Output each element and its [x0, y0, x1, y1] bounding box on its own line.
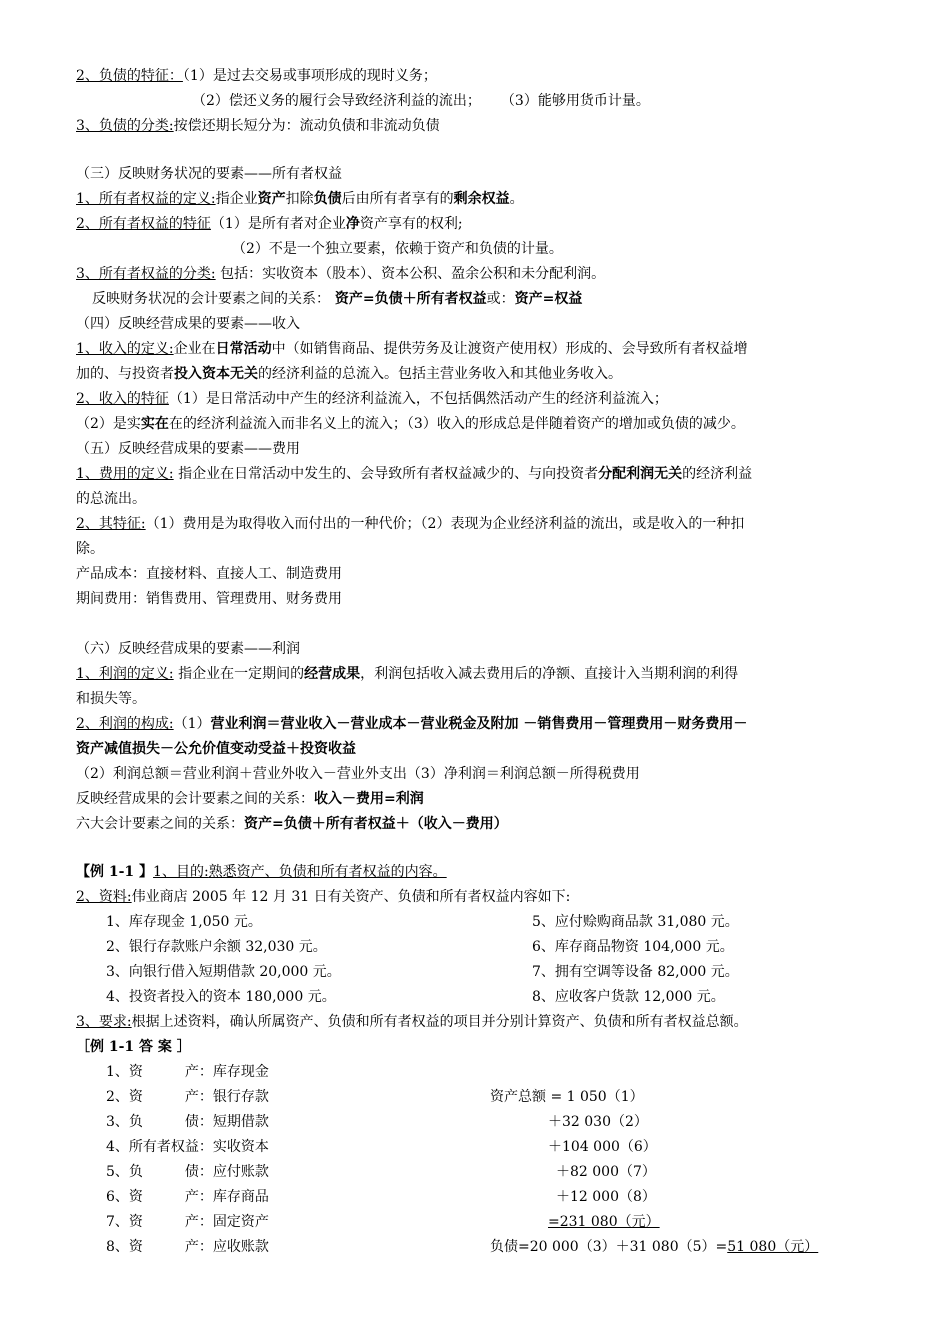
profit-relation-line [76, 789, 424, 809]
equity-relation-formula: 资产=负债＋所有者权益 [330, 291, 487, 307]
income-features-line-2 [76, 414, 745, 434]
answer-row-item: 库存现金 [212, 1064, 269, 1080]
equity-def-bold-residual: 剩余权益 [453, 191, 510, 207]
answer-row-item: 应付账款 [212, 1164, 269, 1180]
income-feat-label: 2、收入的特征 [76, 391, 169, 407]
answer-row-no: 2、 [106, 1089, 129, 1105]
example-purpose-line [76, 862, 447, 882]
equity-relation-or: 或： [486, 291, 515, 307]
answer-row [106, 1187, 269, 1207]
equity-feat-1-bold: 净 [345, 216, 360, 232]
liability-total-line [490, 1237, 818, 1257]
answer-row-category: 资 产： [128, 1239, 213, 1255]
answer-row-no: 1、 [106, 1064, 129, 1080]
profit-comp-formula: 营业利润＝营业收入－营业成本－营业税金及附加 －销售费用－管理费用－财务费用－ [210, 716, 748, 732]
expense-def-bold: 分配利润无关 [598, 466, 683, 482]
profit-comp-label: 2、利润的构成: [76, 716, 174, 732]
example-purpose-label: 1、目的: [153, 864, 209, 880]
income-feat-2-end: 在的经济利益流入而非名义上的流入；（3）收入的形成总是伴随着资产的增加或负债的减少。 [168, 416, 745, 432]
income-def-text: 企业在 [173, 341, 216, 357]
answer-row-category: 负 债： [128, 1114, 213, 1130]
six-elements-text: 六大会计要素之间的关系： [76, 816, 244, 832]
answer-row [106, 1212, 269, 1232]
equity-def-label: 1、所有者权益的定义: [76, 191, 216, 207]
equity-class-line [76, 264, 605, 284]
answer-row [106, 1112, 269, 1132]
expense-def-label: 1、费用的定义: [76, 466, 174, 482]
equity-class-text: 包括：实收资本（股本）、资本公积、盈余公积和未分配利润。 [215, 266, 606, 282]
profit-definition-line [76, 664, 738, 684]
liability-class-label: 3、负债的分类: [76, 118, 174, 134]
equity-relation-line [92, 289, 582, 309]
example-data-label: 2、资料: [76, 889, 132, 905]
answer-row-category: 资 产： [128, 1089, 213, 1105]
equity-def-text: 。 [509, 191, 524, 207]
answer-row-no: 8、 [106, 1239, 129, 1255]
example-tag: 【例 1-1 】 [76, 864, 154, 880]
expense-features-line [76, 514, 744, 534]
example-requirement-line [76, 1012, 748, 1032]
profit-composition-line-2: 资产减值损失－公允价值变动受益＋投资收益 [76, 741, 356, 757]
six-elements-line [76, 814, 508, 834]
answer-row [106, 1237, 269, 1257]
equity-features-line [76, 214, 463, 234]
example-item: 4、投资者投入的资本 180,000 元。 [106, 989, 336, 1005]
liability-total-result: 51 080（元） [727, 1239, 819, 1255]
product-cost-line: 产品成本：直接材料、直接人工、制造费用 [76, 566, 342, 582]
income-def-label: 1、收入的定义: [76, 341, 174, 357]
income-feat-2: （2）是实 [76, 416, 141, 432]
answer-row-no: 5、 [106, 1164, 129, 1180]
profit-composition-line-3: （2）利润总额＝营业利润＋营业外收入－营业外支出（3）净利润＝利润总额－所得税费用 [76, 766, 640, 782]
profit-comp-text: （1） [173, 716, 211, 732]
income-feat-2-bold: 实在 [140, 416, 169, 432]
equity-relation-text: 反映财务状况的会计要素之间的关系： [92, 291, 330, 307]
profit-definition-line-2: 和损失等。 [76, 691, 146, 707]
example-data-line [76, 887, 570, 907]
asset-calc-term: ＋32 030（2） [548, 1114, 648, 1130]
example-item: 6、库存商品物资 104,000 元。 [532, 939, 734, 955]
example-item: 7、拥有空调等设备 82,000 元。 [532, 964, 739, 980]
answer-row-item: 实收资本 [212, 1139, 269, 1155]
profit-def-text: ，利润包括收入减去费用后的净额、直接计入当期利润的利得 [360, 666, 739, 682]
expense-def-text: 的经济利益 [682, 466, 753, 482]
income-def-bold-2: 投入资本无关 [174, 366, 258, 382]
answer-row [106, 1062, 269, 1082]
liability-class-line [76, 116, 440, 136]
income-features-line [76, 389, 668, 409]
equity-def-text: 扣除 [285, 191, 314, 207]
answer-row-item: 银行存款 [212, 1089, 269, 1105]
answer-row-category: 所有者权益： [128, 1139, 213, 1155]
income-def-text: 加的、与投资者 [76, 366, 174, 382]
liability-feature-3: （3）能够用货币计量。 [500, 93, 650, 109]
equity-feat-label: 2、所有者权益的特征 [76, 216, 211, 232]
asset-calc-term: ＋82 000（7） [556, 1164, 656, 1180]
income-heading: （四）反映经营成果的要素——收入 [76, 316, 300, 332]
example-req-label: 3、要求: [76, 1014, 132, 1030]
equity-def-bold-assets: 资产 [257, 191, 286, 207]
profit-def-label: 1、利润的定义: [76, 666, 174, 682]
answer-row-item: 库存商品 [212, 1189, 269, 1205]
equity-relation-formula-2: 资产=权益 [514, 291, 583, 307]
answer-row-no: 6、 [106, 1189, 129, 1205]
expense-heading: （五）反映经营成果的要素——费用 [76, 441, 300, 457]
answer-row-category: 负 债： [128, 1164, 213, 1180]
equity-feature-2: （2）不是一个独立要素，依赖于资产和负债的计量。 [232, 241, 563, 257]
example-data-text: 伟业商店 2005 年 12 月 31 日有关资产、负债和所有者权益内容如下: [131, 889, 571, 905]
example-item: 3、向银行借入短期借款 20,000 元。 [106, 964, 341, 980]
equity-feat-1-end: 资产享有的权利; [359, 216, 463, 232]
example-purpose-text: 熟悉资产、负债和所有者权益的内容。 [208, 864, 447, 880]
profit-relation-formula: 收入－费用=利润 [314, 791, 424, 807]
income-definition-line [76, 339, 748, 359]
expense-features-line-2: 除。 [76, 541, 104, 557]
expense-definition-line [76, 464, 752, 484]
equity-class-label: 3、所有者权益的分类: [76, 266, 216, 282]
asset-calc-term: ＋12 000（8） [556, 1189, 656, 1205]
liability-features-label: 2、负债的特征： [76, 68, 183, 84]
asset-total-result: =231 080（元） [548, 1214, 660, 1230]
period-cost-line: 期间费用：销售费用、管理费用、财务费用 [76, 591, 342, 607]
answer-row [106, 1087, 269, 1107]
answer-row-no: 7、 [106, 1214, 129, 1230]
liability-features-line-2 [192, 91, 650, 111]
example-item: 1、库存现金 1,050 元。 [106, 914, 262, 930]
answer-row-item: 短期借款 [212, 1114, 269, 1130]
profit-def-bold: 经营成果 [304, 666, 361, 682]
equity-heading: （三）反映财务状况的要素——所有者权益 [76, 166, 342, 182]
answer-row-item: 应收账款 [212, 1239, 269, 1255]
asset-total-calc: 资产总额 = 1 050（1） [490, 1089, 644, 1105]
answer-row-no: 4、 [106, 1139, 129, 1155]
answer-row [106, 1162, 269, 1182]
liability-feature-2: （2）偿还义务的履行会导致经济利益的流出； [192, 93, 481, 109]
income-def-text: 中（如销售商品、提供劳务及让渡资产使用权）形成的、会导致所有者权益增 [271, 341, 748, 357]
equity-def-text: 指企业 [215, 191, 258, 207]
asset-calc-term: ＋104 000（6） [548, 1139, 657, 1155]
liability-feature-1: （1）是过去交易或事项形成的现时义务； [182, 68, 437, 84]
income-def-text: 的经济利益的总流入。包括主营业务收入和其他业务收入。 [258, 366, 622, 382]
answer-row-category: 资 产： [128, 1064, 213, 1080]
expense-def-text: 指企业在日常活动中发生的、会导致所有者权益减少的、与向投资者 [173, 466, 599, 482]
liability-class-text: 按偿还期长短分为：流动负债和非流动负债 [173, 118, 440, 134]
equity-def-bold-liabilities: 负债 [313, 191, 342, 207]
answer-row-item: 固定资产 [212, 1214, 269, 1230]
example-item: 2、银行存款账户余额 32,030 元。 [106, 939, 327, 955]
answer-row [106, 1137, 269, 1157]
equity-definition-line [76, 189, 524, 209]
expense-definition-line-2: 的总流出。 [76, 491, 146, 507]
example-item: 8、应收客户货款 12,000 元。 [532, 989, 725, 1005]
equity-feat-1: （1）是所有者对企业 [210, 216, 346, 232]
liability-total-calc: 负债=20 000（3）＋31 080（5）= [490, 1239, 728, 1255]
profit-relation-text: 反映经营成果的会计要素之间的关系： [76, 791, 314, 807]
income-definition-line-2 [76, 364, 622, 384]
example-req-text: 根据上述资料，确认所属资产、负债和所有者权益的项目并分别计算资产、负债和所有者权益总额。 [131, 1014, 748, 1030]
income-def-bold: 日常活动 [215, 341, 272, 357]
profit-composition-line [76, 714, 747, 734]
expense-feat-text: （1）费用是为取得收入而付出的一种代价；（2）表现为企业经济利益的流出，或是收入的一种扣 [145, 516, 745, 532]
profit-heading: （六）反映经营成果的要素——利润 [76, 641, 300, 657]
equity-def-text: 后由所有者享有的 [341, 191, 454, 207]
six-elements-formula: 资产=负债＋所有者权益＋（收入－费用） [244, 816, 508, 832]
profit-def-text: 指企业在一定期间的 [173, 666, 305, 682]
answer-row-category: 资 产： [128, 1214, 213, 1230]
answer-row-category: 资 产： [128, 1189, 213, 1205]
answer-row-no: 3、 [106, 1114, 129, 1130]
expense-feat-label: 2、其特征: [76, 516, 146, 532]
income-feat-1: （1）是日常活动中产生的经济利益流入，不包括偶然活动产生的经济利益流入； [168, 391, 668, 407]
example-item: 5、应付赊购商品款 31,080 元。 [532, 914, 739, 930]
liability-features-line [76, 66, 437, 86]
answer-heading: ［例 1-1 答 案 ］ [76, 1039, 191, 1055]
